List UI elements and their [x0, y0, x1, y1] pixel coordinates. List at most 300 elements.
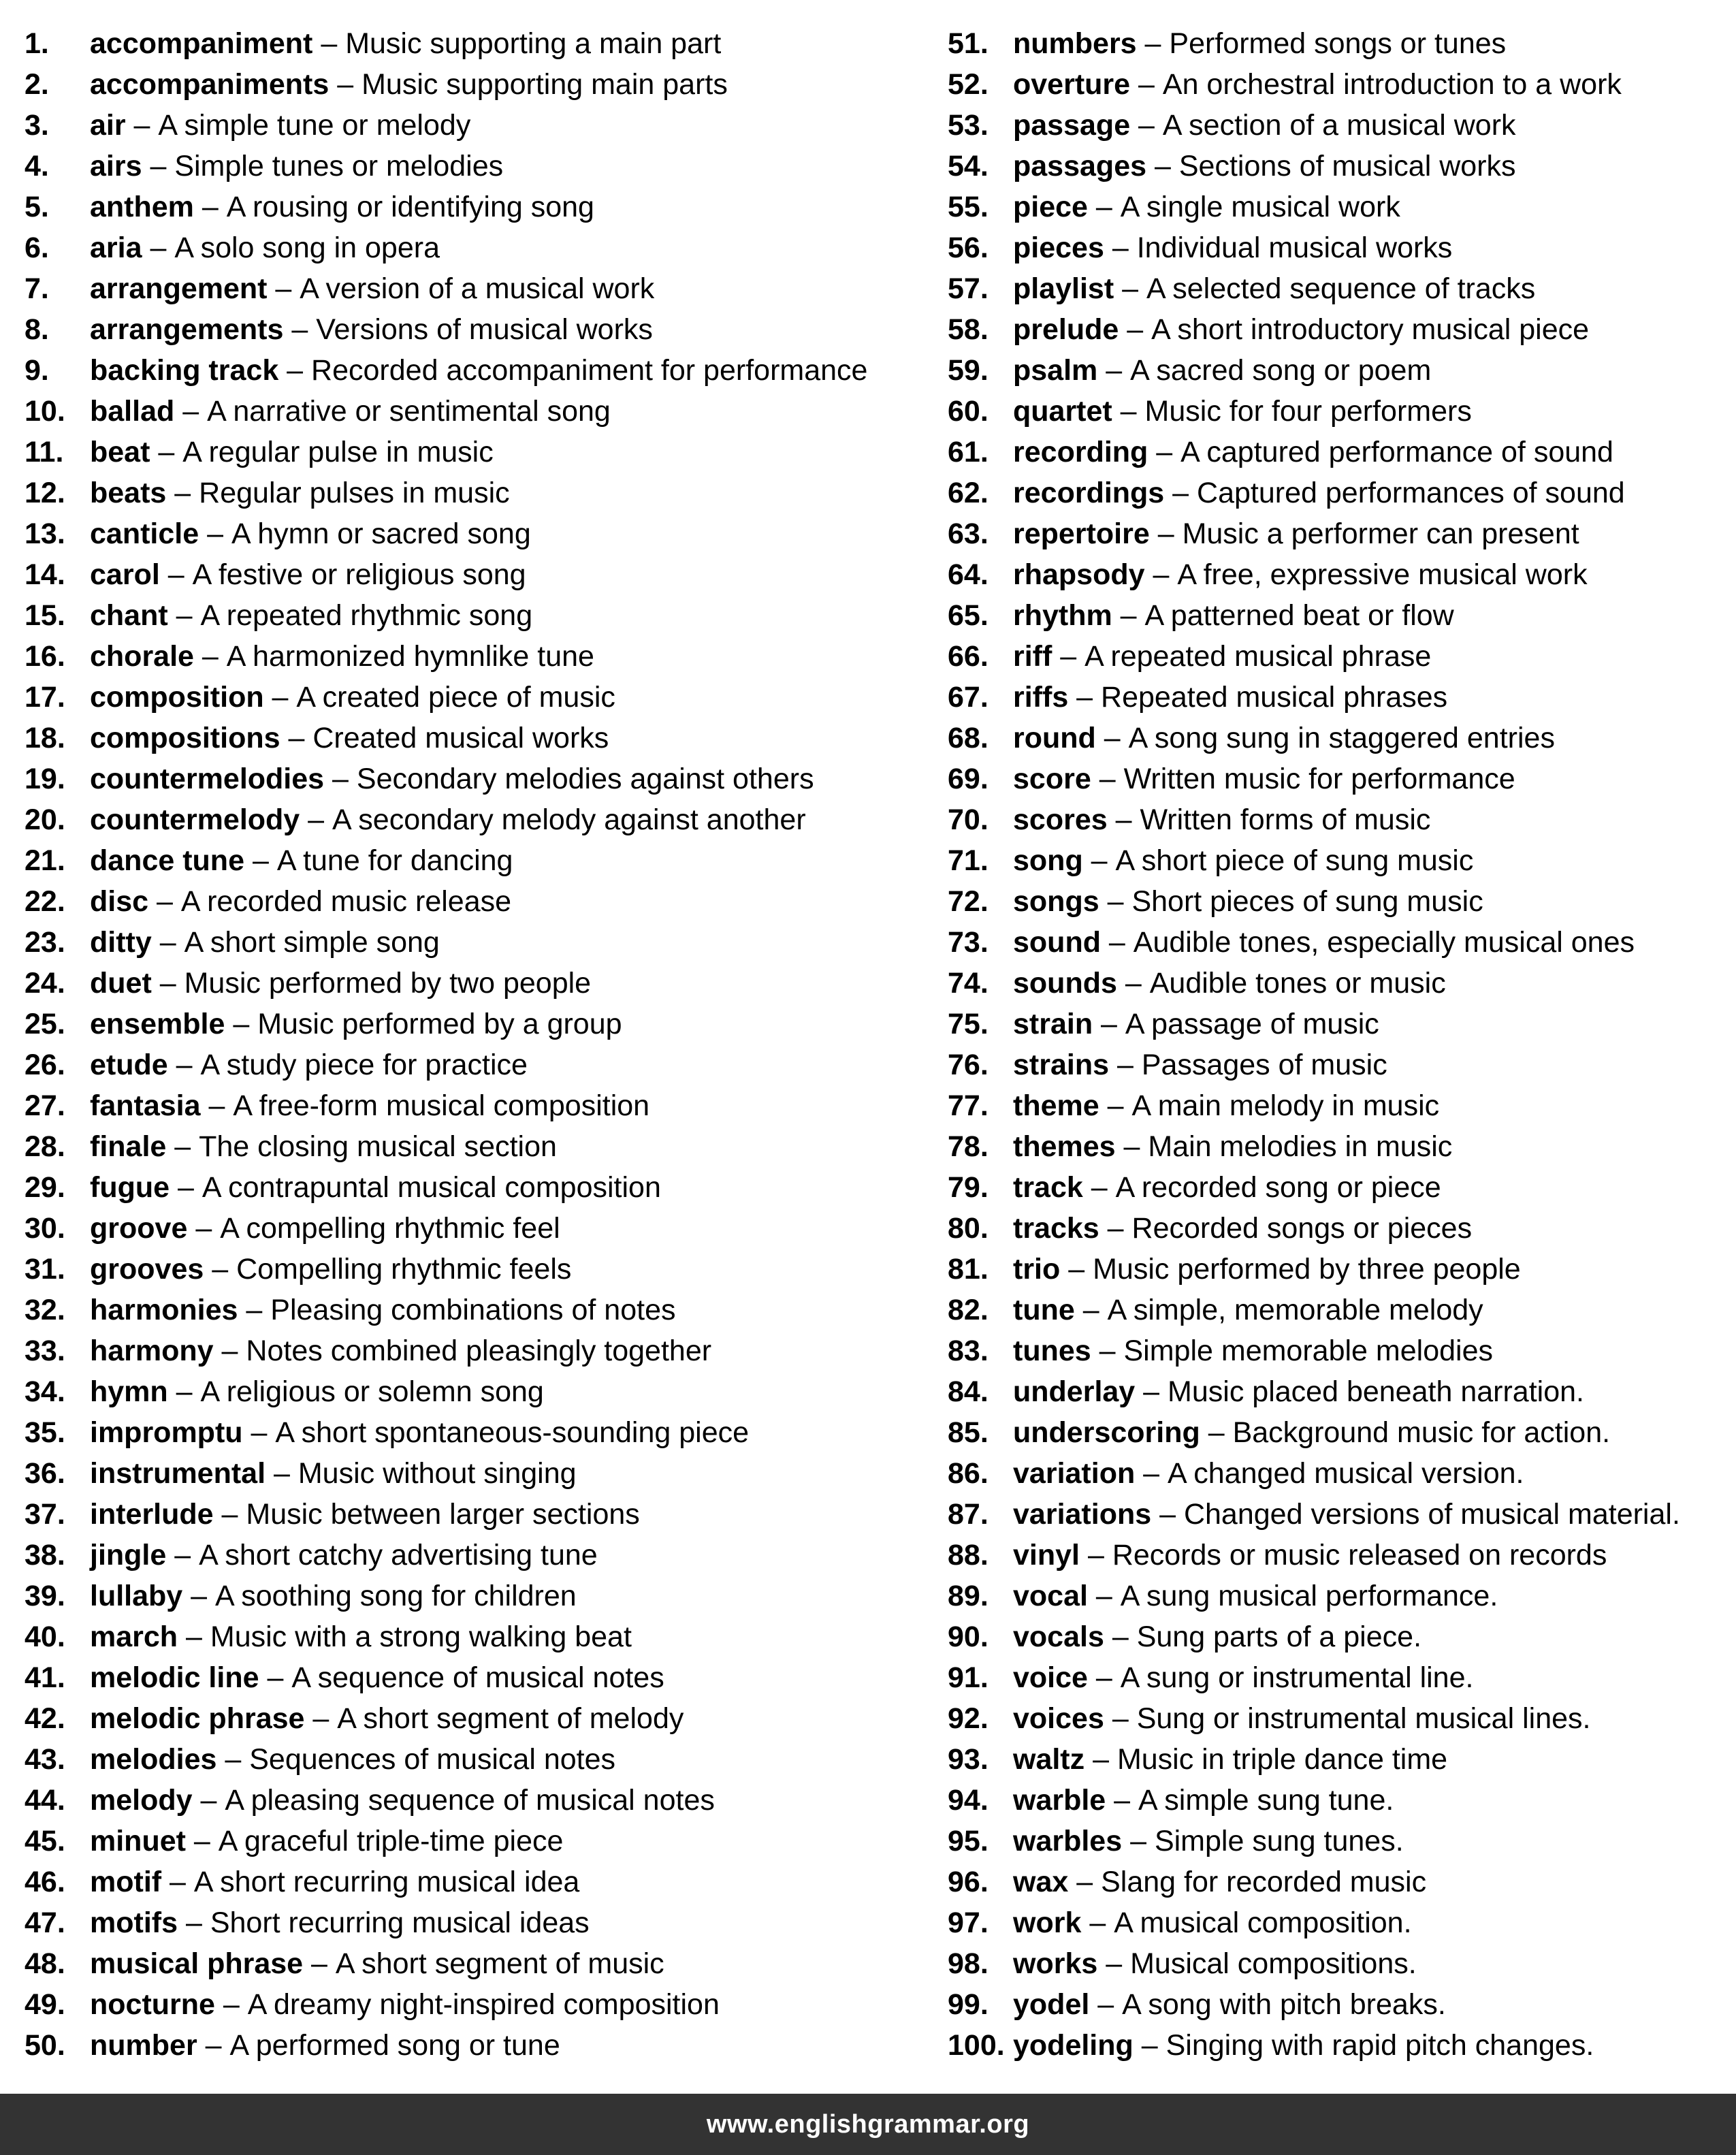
- item-term: anthem: [90, 191, 194, 223]
- list-item: [948, 963, 1724, 1004]
- item-term: psalm: [1013, 354, 1098, 387]
- item-term: tracks: [1013, 1212, 1099, 1245]
- item-number: 100.: [948, 2029, 1005, 2062]
- item-separator: –: [1112, 599, 1145, 632]
- item-separator: –: [278, 354, 312, 387]
- item-definition: Repeated musical phrases: [1101, 681, 1448, 714]
- item-term: recording: [1013, 436, 1148, 468]
- list-item: [948, 473, 1724, 513]
- item-term: fugue: [90, 1171, 170, 1204]
- item-separator: –: [1151, 1498, 1184, 1531]
- list-item: [25, 391, 910, 432]
- list-item: [948, 64, 1724, 105]
- list-item: [25, 1902, 910, 1943]
- item-number: 91.: [948, 1661, 988, 1694]
- list-item: [948, 718, 1724, 759]
- item-separator: –: [1144, 558, 1178, 591]
- item-separator: –: [1074, 1294, 1108, 1326]
- item-separator: –: [1135, 1457, 1168, 1490]
- item-separator: –: [1081, 1906, 1114, 1939]
- item-term: dance tune: [90, 844, 244, 877]
- item-term: scores: [1013, 803, 1108, 836]
- item-definition: Recorded accompaniment for performance: [311, 354, 868, 387]
- item-number: 49.: [25, 1988, 65, 2021]
- item-number: 27.: [25, 1089, 65, 1122]
- list-item: [948, 881, 1724, 922]
- item-separator: –: [1091, 1335, 1124, 1367]
- item-definition: A recorded music release: [180, 885, 512, 918]
- list-item: [25, 1126, 910, 1167]
- item-term: strain: [1013, 1008, 1093, 1040]
- list-item: [948, 1902, 1724, 1943]
- list-item: [948, 1290, 1724, 1330]
- list-item: [948, 1126, 1724, 1167]
- list-item: [25, 1616, 910, 1657]
- item-number: 77.: [948, 1089, 988, 1122]
- item-separator: –: [174, 395, 208, 428]
- item-separator: –: [1068, 1866, 1102, 1898]
- item-definition: A religious or solemn song: [200, 1375, 544, 1408]
- item-number: 61.: [948, 436, 988, 468]
- list-item: [25, 432, 910, 473]
- list-item: [25, 1576, 910, 1616]
- item-separator: –: [1084, 1743, 1117, 1776]
- item-number: 22.: [25, 885, 65, 918]
- item-number: 48.: [25, 1947, 65, 1980]
- item-term: chant: [90, 599, 168, 632]
- item-separator: –: [1109, 1049, 1142, 1081]
- item-term: disc: [90, 885, 149, 918]
- item-term: strains: [1013, 1049, 1110, 1081]
- item-number: 28.: [25, 1130, 65, 1163]
- item-number: 50.: [25, 2029, 65, 2062]
- list-item: [25, 1494, 910, 1535]
- list-item: [25, 1943, 910, 1984]
- item-definition: A free, expressive musical work: [1177, 558, 1588, 591]
- item-number: 5.: [25, 191, 49, 223]
- item-term: beats: [90, 477, 167, 509]
- item-separator: –: [1115, 1130, 1148, 1163]
- list-item: [25, 554, 910, 595]
- item-number: 87.: [948, 1498, 988, 1531]
- item-separator: –: [1112, 395, 1145, 428]
- item-term: warbles: [1013, 1825, 1123, 1857]
- item-definition: Music a performer can present: [1182, 517, 1579, 550]
- item-term: waltz: [1013, 1743, 1085, 1776]
- item-separator: –: [1087, 191, 1121, 223]
- item-separator: –: [263, 681, 297, 714]
- item-definition: A single musical work: [1120, 191, 1400, 223]
- list-item: [25, 1821, 910, 1862]
- item-separator: –: [1082, 1171, 1116, 1204]
- item-number: 54.: [948, 150, 988, 182]
- item-definition: Sung or instrumental musical lines.: [1136, 1702, 1591, 1735]
- item-number: 68.: [948, 722, 988, 754]
- item-term: ensemble: [90, 1008, 225, 1040]
- item-term: riff: [1013, 640, 1052, 673]
- item-term: passages: [1013, 150, 1147, 182]
- list-item: [948, 23, 1724, 64]
- item-separator: –: [166, 477, 199, 509]
- item-number: 74.: [948, 967, 988, 1000]
- list-item: [948, 759, 1724, 799]
- item-separator: –: [1104, 1702, 1137, 1735]
- item-term: theme: [1013, 1089, 1099, 1122]
- item-term: nocturne: [90, 1988, 215, 2021]
- list-item: [948, 799, 1724, 840]
- item-definition: A graceful triple-time piece: [218, 1825, 564, 1857]
- item-term: yodel: [1013, 1988, 1090, 2021]
- item-term: vinyl: [1013, 1539, 1080, 1571]
- item-number: 75.: [948, 1008, 988, 1040]
- item-number: 89.: [948, 1580, 988, 1612]
- item-definition: A short segment of music: [335, 1947, 664, 1980]
- item-definition: A sung or instrumental line.: [1120, 1661, 1474, 1694]
- item-number: 44.: [25, 1784, 65, 1817]
- list-item: [948, 432, 1724, 473]
- item-term: march: [90, 1621, 178, 1653]
- item-term: melody: [90, 1784, 193, 1817]
- item-definition: A regular pulse in music: [182, 436, 494, 468]
- item-definition: A hymn or sacred song: [231, 517, 531, 550]
- item-separator: –: [1052, 640, 1085, 673]
- item-number: 56.: [948, 232, 988, 264]
- item-number: 72.: [948, 885, 988, 918]
- item-separator: –: [150, 436, 183, 468]
- item-separator: –: [187, 1212, 221, 1245]
- item-definition: Regular pulses in music: [199, 477, 510, 509]
- item-separator: –: [259, 1661, 292, 1694]
- item-number: 78.: [948, 1130, 988, 1163]
- list-item: [948, 1412, 1724, 1453]
- item-number: 32.: [25, 1294, 65, 1326]
- item-number: 29.: [25, 1171, 65, 1204]
- list-item: [948, 1698, 1724, 1739]
- item-definition: Captured performances of sound: [1197, 477, 1625, 509]
- list-item: [948, 1167, 1724, 1208]
- item-definition: Music with a strong walking beat: [210, 1621, 632, 1653]
- item-definition: A pleasing sequence of musical notes: [225, 1784, 715, 1817]
- item-term: aria: [90, 232, 142, 264]
- item-separator: –: [324, 763, 357, 795]
- item-definition: A secondary melody against another: [332, 803, 806, 836]
- item-number: 40.: [25, 1621, 65, 1653]
- item-definition: Sung parts of a piece.: [1136, 1621, 1422, 1653]
- item-number: 42.: [25, 1702, 65, 1735]
- item-number: 35.: [25, 1416, 65, 1449]
- item-term: tune: [1013, 1294, 1075, 1326]
- item-definition: Secondary melodies against others: [356, 763, 814, 795]
- item-definition: Created musical works: [312, 722, 609, 754]
- item-definition: A short simple song: [184, 926, 440, 959]
- item-separator: –: [1122, 1825, 1155, 1857]
- list-item: [948, 1821, 1724, 1862]
- item-definition: A soothing song for children: [215, 1580, 577, 1612]
- item-definition: Music supporting main parts: [361, 68, 728, 101]
- item-separator: –: [213, 1335, 246, 1367]
- item-definition: Notes combined pleasingly together: [246, 1335, 712, 1367]
- item-definition: A festive or religious song: [192, 558, 526, 591]
- item-number: 41.: [25, 1661, 65, 1694]
- item-separator: –: [329, 68, 362, 101]
- item-definition: A patterned beat or flow: [1144, 599, 1454, 632]
- item-term: variation: [1013, 1457, 1136, 1490]
- list-item: [25, 718, 910, 759]
- item-definition: The closing musical section: [199, 1130, 557, 1163]
- list-item: [25, 759, 910, 799]
- item-separator: –: [1099, 1212, 1132, 1245]
- item-number: 26.: [25, 1049, 65, 1081]
- item-term: playlist: [1013, 272, 1114, 305]
- item-separator: –: [1060, 1253, 1093, 1286]
- item-term: overture: [1013, 68, 1131, 101]
- list-item: [25, 595, 910, 636]
- list-item: [948, 309, 1724, 350]
- item-term: pieces: [1013, 232, 1104, 264]
- item-number: 63.: [948, 517, 988, 550]
- item-number: 45.: [25, 1825, 65, 1857]
- footer-url: www.englishgrammar.org: [706, 2109, 1030, 2139]
- item-term: trio: [1013, 1253, 1061, 1286]
- item-separator: –: [142, 232, 175, 264]
- item-definition: An orchestral introduction to a work: [1162, 68, 1622, 101]
- list-item: [25, 1371, 910, 1412]
- item-term: impromptu: [90, 1416, 243, 1449]
- item-definition: A short catchy advertising tune: [199, 1539, 598, 1571]
- item-definition: A compelling rhythmic feel: [220, 1212, 560, 1245]
- list-item: [25, 2025, 910, 2066]
- item-number: 38.: [25, 1539, 65, 1571]
- item-definition: Music placed beneath narration.: [1168, 1375, 1584, 1408]
- list-item: [25, 309, 910, 350]
- item-separator: –: [1106, 1784, 1139, 1817]
- list-item: [25, 1984, 910, 2025]
- list-item: [25, 268, 910, 309]
- item-number: 57.: [948, 272, 988, 305]
- item-term: compositions: [90, 722, 280, 754]
- item-definition: A sacred song or poem: [1130, 354, 1432, 387]
- item-definition: Music without singing: [298, 1457, 577, 1490]
- item-separator: –: [1089, 1988, 1123, 2021]
- item-term: airs: [90, 150, 142, 182]
- item-definition: Changed versions of musical material.: [1183, 1498, 1680, 1531]
- item-definition: A sung musical performance.: [1120, 1580, 1498, 1612]
- list-item: [25, 922, 910, 963]
- item-definition: A repeated rhythmic song: [200, 599, 533, 632]
- item-separator: –: [193, 640, 227, 673]
- list-item: [25, 1412, 910, 1453]
- list-item: [948, 268, 1724, 309]
- item-separator: –: [151, 926, 184, 959]
- list-item: [948, 1085, 1724, 1126]
- list-item: [25, 1085, 910, 1126]
- list-item: [948, 1004, 1724, 1044]
- item-separator: –: [1100, 926, 1134, 959]
- list-item: [948, 1494, 1724, 1535]
- item-term: composition: [90, 681, 264, 714]
- item-number: 21.: [25, 844, 65, 877]
- item-definition: A contrapuntal musical composition: [202, 1171, 661, 1204]
- item-term: quartet: [1013, 395, 1112, 428]
- item-term: interlude: [90, 1498, 214, 1531]
- list-item: [25, 146, 910, 187]
- item-separator: –: [1068, 681, 1102, 714]
- list-item: [948, 1249, 1724, 1290]
- item-term: motif: [90, 1866, 162, 1898]
- item-number: 39.: [25, 1580, 65, 1612]
- item-number: 6.: [25, 232, 49, 264]
- item-term: work: [1013, 1906, 1082, 1939]
- item-definition: Individual musical works: [1136, 232, 1453, 264]
- item-term: round: [1013, 722, 1096, 754]
- item-separator: –: [1136, 27, 1170, 60]
- item-definition: A short recurring musical idea: [193, 1866, 580, 1898]
- item-separator: –: [193, 191, 227, 223]
- item-definition: Records or music released on records: [1112, 1539, 1607, 1571]
- item-term: repertoire: [1013, 517, 1150, 550]
- item-number: 81.: [948, 1253, 988, 1286]
- list-item: [25, 513, 910, 554]
- item-term: song: [1013, 844, 1083, 877]
- item-term: melodic line: [90, 1661, 259, 1694]
- item-separator: –: [1104, 232, 1137, 264]
- item-separator: –: [170, 1171, 202, 1204]
- item-separator: –: [1133, 2029, 1166, 2062]
- item-separator: –: [1095, 722, 1129, 754]
- item-term: duet: [90, 967, 152, 1000]
- item-definition: A sequence of musical notes: [291, 1661, 664, 1694]
- item-separator: –: [1099, 1089, 1132, 1122]
- item-term: melodies: [90, 1743, 217, 1776]
- list-item: [25, 799, 910, 840]
- item-number: 62.: [948, 477, 988, 509]
- item-number: 36.: [25, 1457, 65, 1490]
- item-term: harmonies: [90, 1294, 238, 1326]
- item-definition: Recorded songs or pieces: [1131, 1212, 1473, 1245]
- item-separator: –: [159, 558, 193, 591]
- item-term: accompaniments: [90, 68, 329, 101]
- item-number: 99.: [948, 1988, 988, 2021]
- item-number: 64.: [948, 558, 988, 591]
- list-item: [25, 1698, 910, 1739]
- item-definition: Compelling rhythmic feels: [236, 1253, 572, 1286]
- list-item: [948, 513, 1724, 554]
- item-separator: –: [1097, 1947, 1131, 1980]
- list-item: [948, 350, 1724, 391]
- item-number: 80.: [948, 1212, 988, 1245]
- item-separator: –: [300, 803, 333, 836]
- item-number: 12.: [25, 477, 65, 509]
- item-separator: –: [312, 27, 346, 60]
- list-item: [25, 1453, 910, 1494]
- item-term: underlay: [1013, 1375, 1136, 1408]
- item-number: 98.: [948, 1947, 988, 1980]
- item-definition: A dreamy night-inspired composition: [247, 1988, 720, 2021]
- item-number: 51.: [948, 27, 988, 60]
- item-separator: –: [303, 1947, 336, 1980]
- list-item: [948, 840, 1724, 881]
- item-separator: –: [1149, 517, 1183, 550]
- item-separator: –: [1200, 1416, 1233, 1449]
- item-separator: –: [213, 1498, 246, 1531]
- item-definition: Short recurring musical ideas: [210, 1906, 590, 1939]
- item-number: 24.: [25, 967, 65, 1000]
- item-number: 92.: [948, 1702, 988, 1735]
- item-separator: –: [1119, 313, 1152, 346]
- list-item: [25, 1249, 910, 1290]
- item-separator: –: [167, 1375, 201, 1408]
- item-number: 43.: [25, 1743, 65, 1776]
- item-term: lullaby: [90, 1580, 183, 1612]
- item-definition: Musical compositions.: [1130, 1947, 1417, 1980]
- item-definition: Music in triple dance time: [1116, 1743, 1448, 1776]
- item-definition: A main melody in music: [1131, 1089, 1440, 1122]
- item-separator: –: [1130, 68, 1163, 101]
- item-number: 60.: [948, 395, 988, 428]
- item-term: number: [90, 2029, 197, 2062]
- item-separator: –: [266, 1457, 298, 1490]
- list-item: [948, 1862, 1724, 1902]
- item-definition: A changed musical version.: [1168, 1457, 1524, 1490]
- item-definition: Short pieces of sung music: [1131, 885, 1483, 918]
- item-number: 2.: [25, 68, 49, 101]
- item-number: 67.: [948, 681, 988, 714]
- item-number: 13.: [25, 517, 65, 550]
- item-term: songs: [1013, 885, 1099, 918]
- item-term: recordings: [1013, 477, 1165, 509]
- item-definition: A section of a musical work: [1162, 109, 1516, 142]
- item-number: 9.: [25, 354, 49, 387]
- item-definition: Versions of musical works: [316, 313, 653, 346]
- item-separator: –: [1116, 967, 1150, 1000]
- item-term: chorale: [90, 640, 194, 673]
- item-separator: –: [1080, 1539, 1112, 1571]
- item-separator: –: [1091, 763, 1124, 795]
- item-number: 17.: [25, 681, 65, 714]
- item-term: countermelodies: [90, 763, 325, 795]
- item-term: track: [1013, 1171, 1083, 1204]
- item-definition: Audible tones, especially musical ones: [1133, 926, 1635, 959]
- item-definition: Music performed by a group: [257, 1008, 622, 1040]
- list-item: [25, 350, 910, 391]
- item-separator: –: [1114, 272, 1146, 305]
- item-number: 20.: [25, 803, 65, 836]
- list-item: [948, 1616, 1724, 1657]
- item-number: 88.: [948, 1539, 988, 1571]
- item-number: 33.: [25, 1335, 65, 1367]
- item-term: arrangement: [90, 272, 268, 305]
- item-number: 73.: [948, 926, 988, 959]
- list-item: [948, 554, 1724, 595]
- item-separator: –: [1087, 1661, 1121, 1694]
- item-number: 70.: [948, 803, 988, 836]
- item-term: works: [1013, 1947, 1098, 1980]
- list-item: [948, 2025, 1724, 2066]
- item-definition: Music for four performers: [1144, 395, 1472, 428]
- footer-bar: [0, 2094, 1736, 2155]
- item-definition: A musical composition.: [1114, 1906, 1412, 1939]
- item-separator: –: [1097, 354, 1131, 387]
- item-number: 7.: [25, 272, 49, 305]
- item-separator: –: [200, 1089, 234, 1122]
- item-definition: Simple sung tunes.: [1154, 1825, 1404, 1857]
- item-term: numbers: [1013, 27, 1137, 60]
- list-item: [25, 1739, 910, 1780]
- list-item: [948, 105, 1724, 146]
- item-term: melodic phrase: [90, 1702, 305, 1735]
- item-definition: A narrative or sentimental song: [207, 395, 611, 428]
- item-number: 94.: [948, 1784, 988, 1817]
